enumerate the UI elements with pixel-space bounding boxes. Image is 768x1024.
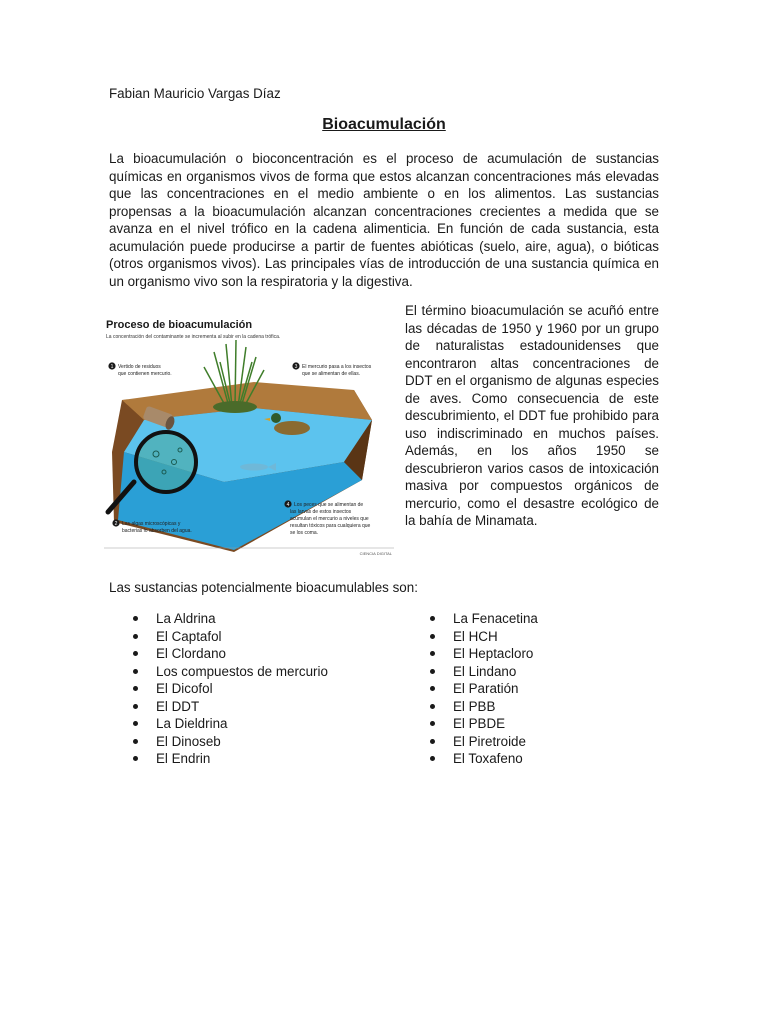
svg-text:las larvas de estos insectos: las larvas de estos insectos [290,509,352,515]
list-item: El Paratión [406,680,538,698]
figure-subtitle: La concentración del contaminante se incrementa al subir en la cadena trófica. [106,334,281,340]
substances-list-right [406,610,538,768]
svg-text:que se alimentan de ellas.: que se alimentan de ellas. [302,371,361,377]
author-name: Fabian Mauricio Vargas Díaz [109,86,281,101]
list-item: El Dinoseb [109,733,328,751]
svg-text:acumulan el mercurio a niveles: acumulan el mercurio a niveles que [290,516,369,522]
list-intro: Las sustancias potencialmente bioacumulables son: [109,580,418,595]
list-item: El Endrin [109,750,328,768]
list-item: El Piretroide [406,733,538,751]
figure-credit: CIENCIA DIGITAL [359,551,392,556]
list-item: El PBB [406,698,538,716]
svg-text:bacterias lo absorben del agua: bacterias lo absorben del agua. [122,528,192,534]
list-item: El Clordano [109,645,328,663]
step1-text: Vertido de residuos [118,364,161,370]
step4-text: Los peces que se alimentan de [294,502,364,508]
list-item: El Lindano [406,663,538,681]
bioaccumulation-figure [104,312,394,557]
step2-text: Las algas microscópicas y [122,521,181,527]
document-title: Bioacumulación [322,116,446,133]
list-item: La Aldrina [109,610,328,628]
list-item: El Toxafeno [406,750,538,768]
svg-text:que contienen mercurio.: que contienen mercurio. [118,371,172,377]
svg-text:resultan tóxicos para cualquie: resultan tóxicos para cualquiera que [290,523,371,529]
list-item: La Dieldrina [109,715,328,733]
step4-number: 4 [286,502,290,508]
figure-title: Proceso de bioacumulación [106,319,253,331]
list-item: El PBDE [406,715,538,733]
list-item: El HCH [406,628,538,646]
list-item: El Dicofol [109,680,328,698]
list-item: El DDT [109,698,328,716]
step2-number: 2 [114,521,118,527]
list-item: La Fenacetina [406,610,538,628]
list-item: El Heptacloro [406,645,538,663]
substances-list-left [109,610,328,768]
history-paragraph: El término bioacumulación se acuñó entre las décadas de 1950 y 1960 por un grupo de naturalistas estadounidenses que encontraron altas concentraciones de DDT en el organismo de algunas especies de aves. Como consecuencia de este descubrimiento, el DDT fue prohibido para uso indiscriminado en muchos países. Además, en los años 1950 se descubrieron varios casos de intoxicación masiva por compuestos orgánicos de mercurio, como el desastre ecológico de la bahía de Minamata. [405,303,659,528]
svg-text:se los coma.: se los coma. [290,530,319,536]
step3-text: El mercurio pasa a los insectos [302,364,372,370]
step1-number: 1 [110,364,114,370]
step3-number: 3 [294,364,298,370]
list-item: Los compuestos de mercurio [109,663,328,681]
list-item: El Captafol [109,628,328,646]
intro-paragraph: La bioacumulación o bioconcentración es el proceso de acumulación de sustancias químicas en organismos vivos de forma que estos alcanzan concentraciones más elevadas que las concentraciones en el medio ambiente o en los alimentos. Las sustancias propensas a la bioacumulación alcanzan concentraciones crecientes a medida que se avanza en el nivel trófico en la cadena alimenticia. En función de cada sustancia, esta acumulación puede producirse a partir de fuentes abióticas (suelo, aire, agua), o bióticas (otros organismos vivos). Las principales vías de introducción de una sustancia química en un organismo vivo son la respiratoria y la digestiva. [109,151,659,289]
